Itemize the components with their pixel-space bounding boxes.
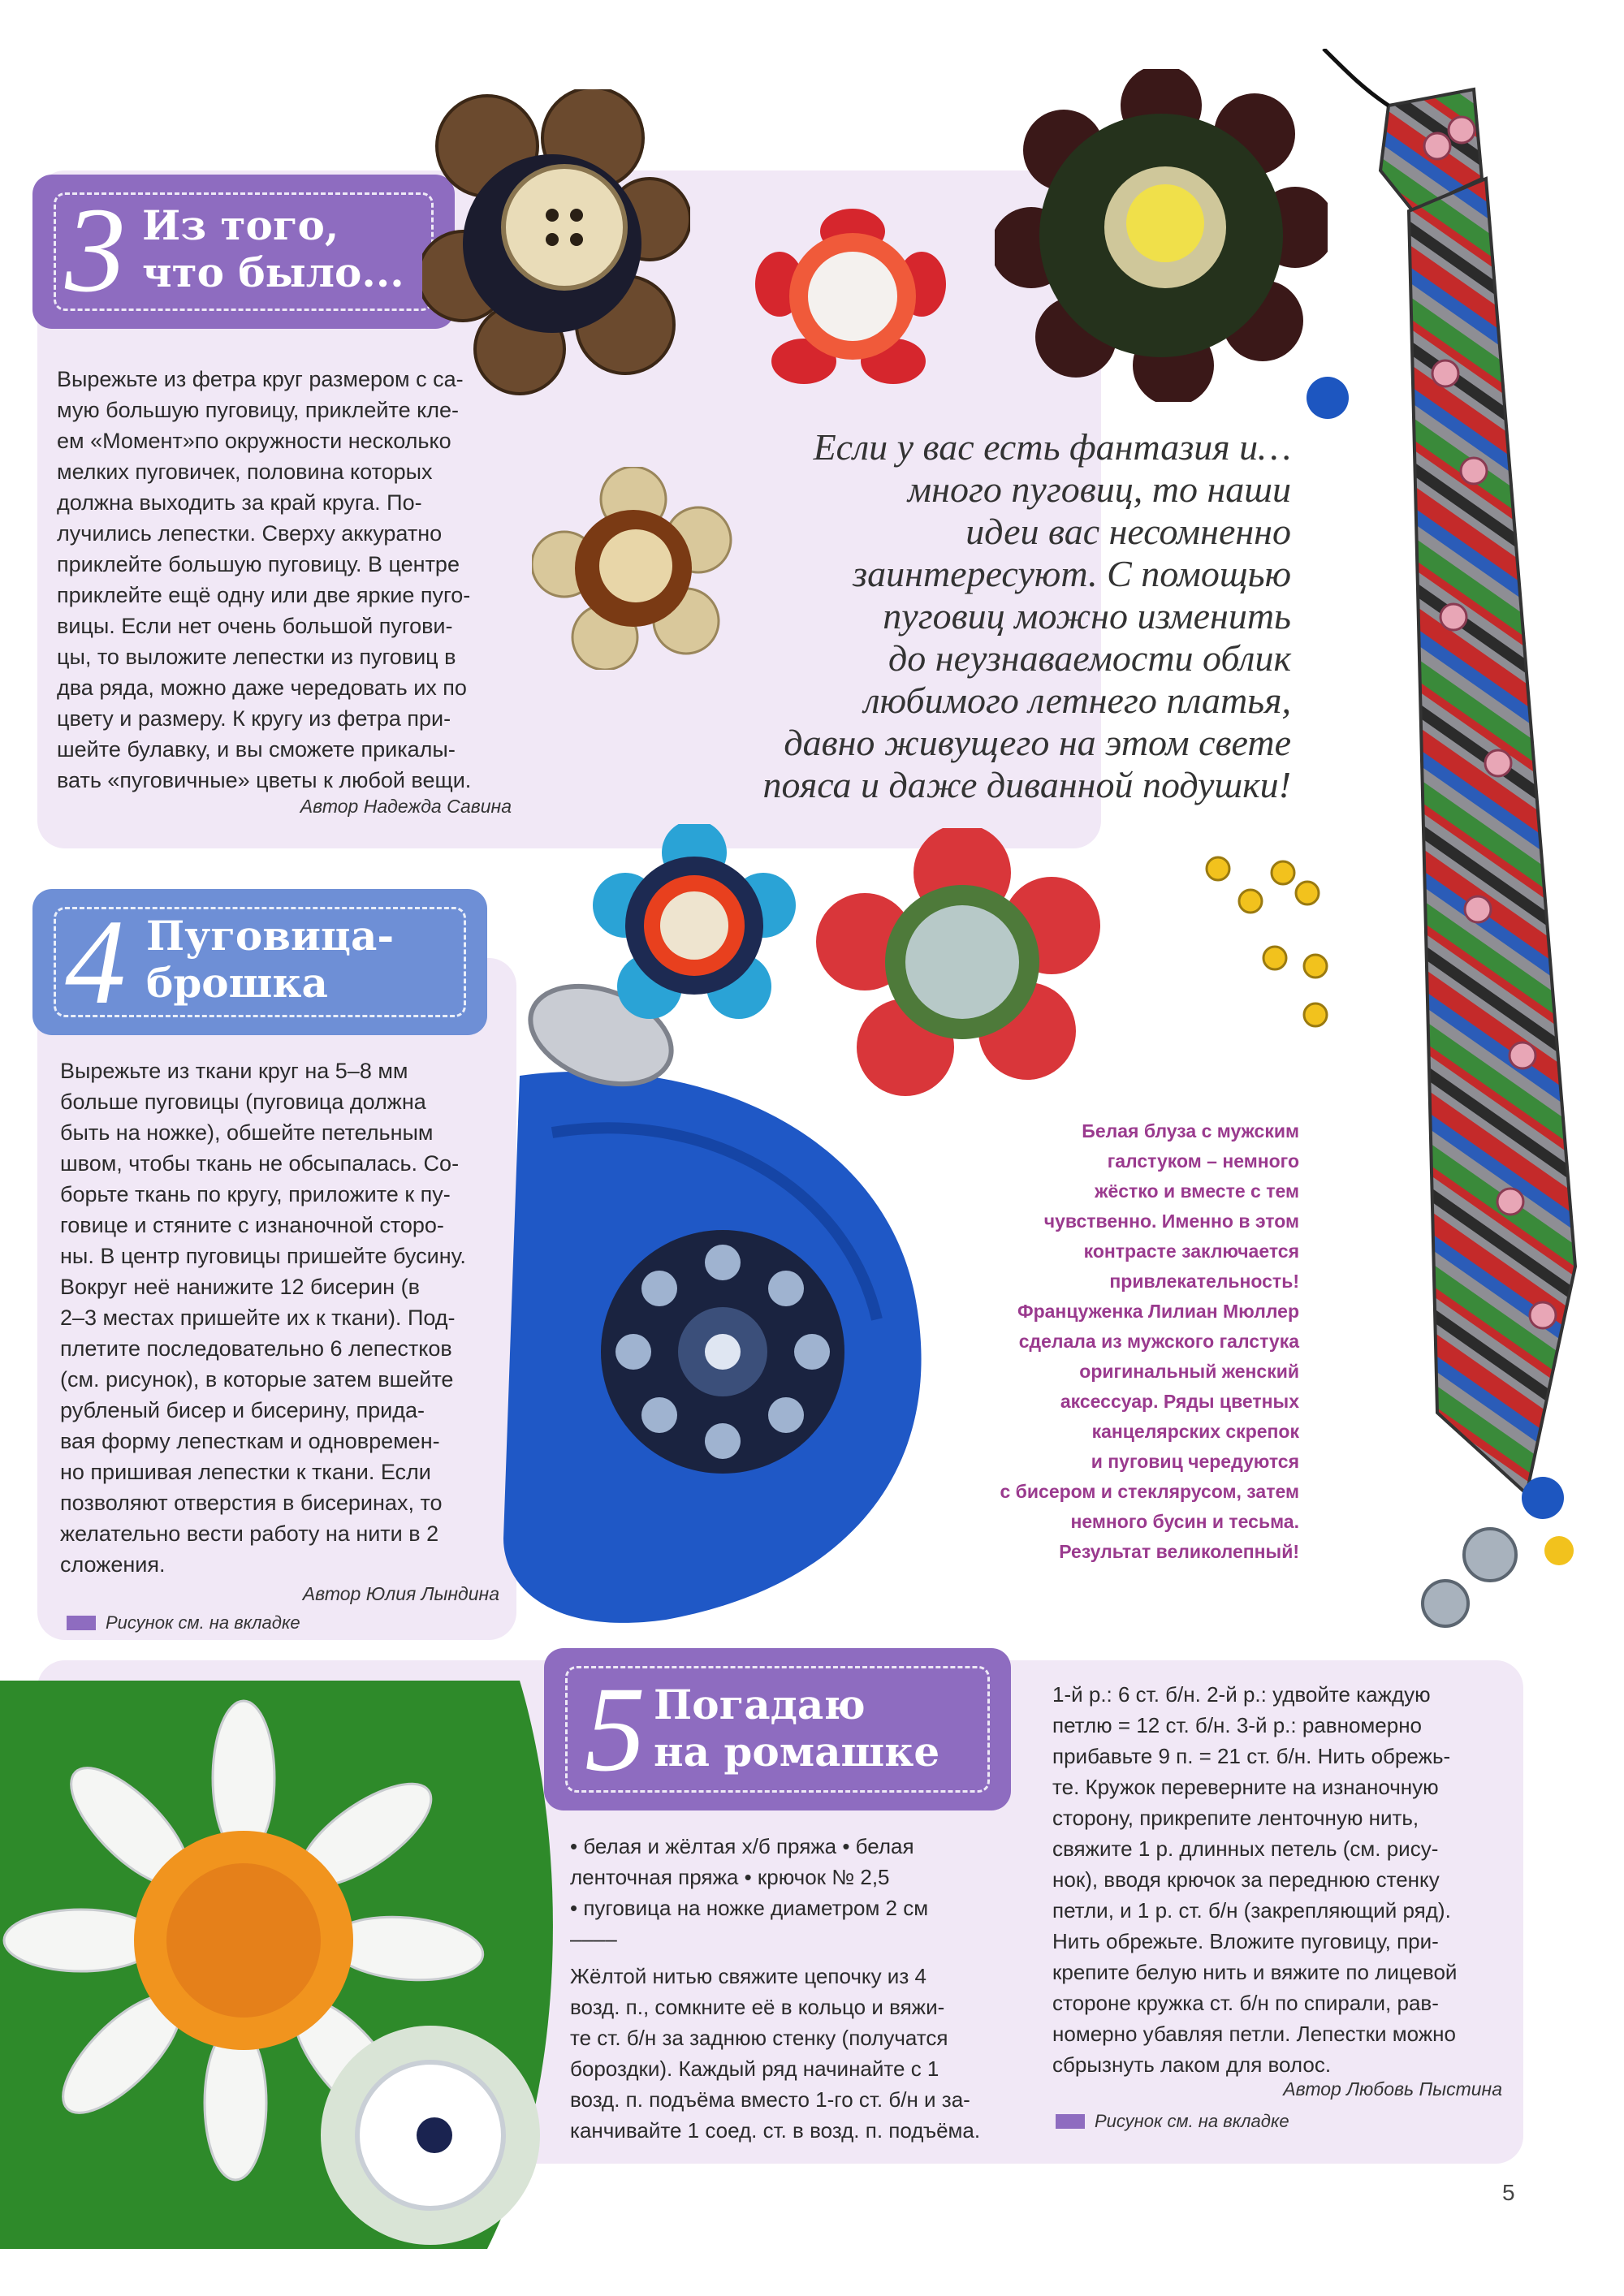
materials-line: • пуговица на ножке диаметром 2 см <box>570 1896 929 1920</box>
section5-author: Автор Любовь Пыстина <box>1283 2078 1502 2100</box>
section4-title-line2: брошка <box>146 959 328 1007</box>
knitted-red-flower-image <box>816 828 1108 1104</box>
body-line: быть на ножке), обшейте петельным <box>60 1120 434 1145</box>
body-line: Нить обрежьте. Вложите пуговицу, при- <box>1052 1929 1439 1953</box>
caption-line: Результат великолепный! <box>1059 1541 1299 1562</box>
body-line: цы, то выложите лепестки из пуговиц в <box>57 645 456 669</box>
section3-header <box>32 175 455 329</box>
quote-line: Если у вас есть фантазия и… <box>813 426 1291 468</box>
body-line: сбрызнуть лаком для волос. <box>1052 2052 1332 2077</box>
section4-number: 4 <box>65 895 126 1029</box>
wooden-button-flower-image <box>422 89 690 398</box>
body-line: номерно убавляя петли. Лепестки можно <box>1052 2022 1456 2046</box>
body-line: возд. п., сомкните её в кольцо и вяжи- <box>570 1995 945 2019</box>
body-line: те. Кружок переверните на изнаночную <box>1052 1775 1439 1799</box>
red-white-flower-image <box>755 207 950 386</box>
body-line: стороне кружка ст. б/н по спирали, рав- <box>1052 1991 1439 2015</box>
section5-body-right <box>1052 1679 1515 2080</box>
section4-author: Автор Юлия Лындина <box>302 1583 499 1604</box>
body-line: сложения. <box>60 1552 166 1577</box>
caption-line: сделала из мужского галстука <box>1018 1331 1299 1352</box>
body-line: шейте булавку, и вы сможете прикалы- <box>57 737 456 762</box>
caption-line: контрасте заключается <box>1083 1241 1299 1262</box>
section5-body-left <box>570 1961 1041 2146</box>
section4-title-line1: Пуговица- <box>146 912 395 960</box>
section3-title-line1: Из того, <box>142 201 339 249</box>
body-line: Жёлтой нитью свяжите цепочку из 4 <box>570 1964 926 1988</box>
caption-line: галстуком – немного <box>1107 1150 1299 1172</box>
caption-line: Француженка Лилиан Мюллер <box>1017 1301 1299 1322</box>
body-line: возд. п. подъёма вместо 1-го ст. б/н и за- <box>570 2087 970 2112</box>
quote-line: любимого летнего платья, <box>863 680 1291 721</box>
body-line: Вырежьте из ткани круг на 5–8 мм <box>60 1059 408 1083</box>
body-line: прибавьте 9 п. = 21 ст. б/н. Нить обрежь- <box>1052 1744 1451 1768</box>
body-line: 2–3 местах пришейте их к ткани). Под- <box>60 1306 456 1330</box>
body-line: но пришивая лепестки к ткани. Если <box>60 1460 431 1484</box>
section4-body <box>60 1055 515 1580</box>
body-line: больше пуговицы (пуговица должна <box>60 1090 426 1114</box>
quote-line: идеи вас несомненно <box>965 511 1291 552</box>
blue-orange-flower-image <box>593 824 796 1019</box>
body-line: петли, и 1 р. ст. б/н (закрепляющий ряд). <box>1052 1898 1451 1923</box>
body-line: два ряда, можно даже чередовать их по <box>57 675 467 700</box>
quote-line: давно живущего на этом свете <box>784 722 1291 763</box>
caption-line: немного бусин и тесьма. <box>1070 1511 1299 1532</box>
body-line: свяжите 1 р. длинных петель (см. рису- <box>1052 1836 1439 1861</box>
body-line: ем «Момент»по окружности несколько <box>57 429 451 453</box>
body-line: швом, чтобы ткань не обсыпалась. Со- <box>60 1151 460 1176</box>
dark-green-flower-image <box>995 69 1328 402</box>
section5-materials <box>570 1831 1025 1954</box>
body-line: вая форму лепесткам и одновремен- <box>60 1429 440 1453</box>
section5-title-line1: Погадаю <box>654 1681 866 1728</box>
body-line: мелких пуговичек, половина которых <box>57 460 433 484</box>
section3-title-line2: что было... <box>142 248 404 296</box>
caption-line: привлекательность! <box>1109 1271 1299 1292</box>
body-line: рубленый бисер и бисерину, прида- <box>60 1398 425 1422</box>
section5-header <box>544 1648 1011 1810</box>
caption-line: чувственно. Именно в этом <box>1043 1211 1299 1232</box>
body-line: приклейте ещё одну или две яркие пуго- <box>57 583 471 607</box>
section5-note-text: Рисунок см. на вкладке <box>1095 2111 1289 2131</box>
section5-title-line2: на ромашке <box>654 1728 940 1776</box>
materials-line: • белая и жёлтая х/б пряжа • белая <box>570 1834 914 1858</box>
body-line: приклейте большую пуговицу. В центре <box>57 552 460 576</box>
body-line: вать «пуговичные» цветы к любой вещи. <box>57 768 472 792</box>
page-number: 5 <box>1502 2180 1515 2205</box>
quote-line: до неузнаваемости облик <box>888 637 1291 679</box>
loose-buttons-image <box>1202 812 1624 1664</box>
section4-note-text: Рисунок см. на вкладке <box>106 1612 300 1633</box>
section3-body <box>57 364 544 796</box>
body-line: петлю = 12 ст. б/н. 3-й р.: равномерно <box>1052 1713 1423 1737</box>
tortoise-button-flower-image <box>532 467 735 670</box>
blue-button-image <box>1303 373 1352 422</box>
section4-header <box>32 889 487 1035</box>
body-line: должна выходить за край круга. По- <box>57 490 422 515</box>
body-line: мую большую пуговицу, приклейте кле- <box>57 398 459 422</box>
body-line: говице и стяните с изнаночной сторо- <box>60 1213 444 1237</box>
body-line: ны. В центр пуговицы пришейте бусину. <box>60 1244 466 1268</box>
materials-line: –––– <box>570 1927 617 1951</box>
note-swatch <box>67 1616 96 1630</box>
caption-line: и пуговиц чередуются <box>1091 1451 1299 1472</box>
quote-line: заинтересуют. С помощью <box>853 553 1291 594</box>
materials-line: ленточная пряжа • крючок № 2,5 <box>570 1865 890 1889</box>
section3-author: Автор Надежда Савина <box>300 796 512 817</box>
crochet-daisy-image <box>0 1681 568 2249</box>
body-line: Вокруг неё нанижите 12 бисерин (в <box>60 1275 420 1299</box>
body-line: крепите белую нить и вяжите по лицевой <box>1052 1960 1458 1984</box>
section4-note <box>67 1612 300 1634</box>
body-line: канчивайте 1 соед. ст. в возд. п. подъёма. <box>570 2118 981 2143</box>
caption-line: оригинальный женский <box>1079 1361 1299 1382</box>
caption-line: аксессуар. Ряды цветных <box>1060 1391 1299 1412</box>
section5-note <box>1056 2111 1289 2132</box>
body-line: борьте ткань по кругу, приложите к пу- <box>60 1182 451 1206</box>
body-line: вицы. Если нет очень большой пугови- <box>57 614 453 638</box>
body-line: (см. рисунок), в которые затем вшейте <box>60 1367 454 1392</box>
caption-line: с бисером и стеклярусом, затем <box>1000 1481 1299 1502</box>
body-line: плетите последовательно 6 лепестков <box>60 1336 452 1361</box>
body-line: нок), вводя крючок за переднюю стенку <box>1052 1867 1440 1892</box>
body-line: желательно вести работу на нити в 2 <box>60 1521 439 1546</box>
body-line: позволяют отверстия в бисеринах, то <box>60 1491 443 1515</box>
quote-line: пояса и даже диванной подушки! <box>762 764 1291 805</box>
body-line: Вырежьте из фетра круг размером с са- <box>57 367 464 391</box>
body-line: лучились лепестки. Сверху аккуратно <box>57 521 443 546</box>
caption-line: жёстко и вместе с тем <box>1095 1180 1299 1202</box>
caption-line: канцелярских скрепок <box>1091 1421 1299 1442</box>
body-line: 1-й р.: 6 ст. б/н. 2-й р.: удвойте каждую <box>1052 1682 1431 1707</box>
quote-line: много пуговиц, то наши <box>907 468 1291 510</box>
body-line: те ст. б/н за заднюю стенку (получатся <box>570 2026 948 2050</box>
note-swatch <box>1056 2114 1085 2129</box>
section3-number: 3 <box>65 183 126 317</box>
caption-line: Белая блуза с мужским <box>1082 1120 1299 1142</box>
quote-line: пуговиц можно изменить <box>883 595 1291 637</box>
section5-number: 5 <box>585 1662 646 1797</box>
body-line: цвету и размеру. К кругу из фетра при- <box>57 706 451 731</box>
body-line: бороздки). Каждый ряд начинайте с 1 <box>570 2056 939 2081</box>
body-line: сторону, прикрепите ленточную нить, <box>1052 1806 1419 1830</box>
